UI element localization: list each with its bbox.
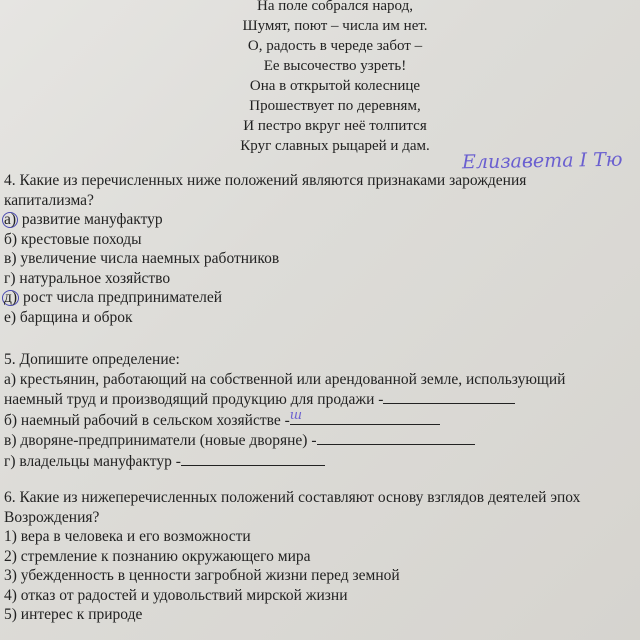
circled-letter: а) (4, 211, 17, 228)
poem-line: И пестро вкруг неё толпится (243, 118, 427, 134)
question-4-title: 4. Какие из перечисленных ниже положений являются признаками зарождения (4, 172, 527, 189)
option-3: 3) убежденность в ценности загробной жизни перед земной (4, 567, 400, 584)
definition-v: в) дворяне-предприниматели (новые дворяне) - (4, 430, 640, 451)
option-1: 1) вера в человека и его возможности (4, 528, 251, 545)
poem-line: Ее высочество узреть! (263, 58, 407, 74)
definition-a-cont: наемный труд и производящий продукцию для продажи - (4, 389, 640, 410)
poem-line: На поле собрался народ, (257, 0, 413, 14)
option-v: в) увеличение числа наемных работников (4, 250, 280, 267)
circled-letter: д) (4, 289, 18, 306)
poem-line: Она в открытой колеснице (249, 78, 421, 94)
question-6-title-cont: Возрождения? (4, 508, 100, 526)
handwritten-answer: Елизавета I Тю (461, 148, 623, 174)
poem-line: Шумят, поют – числа им нет. (242, 18, 428, 34)
question-4-title-cont: капитализма? (4, 191, 94, 209)
question-4 (4, 171, 640, 327)
option-a: а) развитие мануфактур (4, 211, 163, 228)
definition-g: г) владельцы мануфактур - (4, 451, 640, 472)
option-b: б) крестовые походы (4, 230, 142, 248)
poem (200, 0, 470, 156)
definition-a: а) крестьянин, работающий на собственной или арендованной земле, использующий (4, 370, 566, 388)
answer-blank[interactable] (181, 451, 325, 466)
answer-blank[interactable] (383, 389, 515, 404)
poem-line: Круг славных рыцарей и дам. (240, 138, 430, 154)
poem-line: Прошествует по деревням, (249, 98, 421, 114)
option-4: 4) отказ от радостей и удовольствий мирской жизни (4, 586, 348, 604)
poem-line: О, радость в череде забот – (247, 38, 423, 54)
question-6 (4, 488, 640, 625)
option-5: 5) интерес к природе (4, 606, 143, 623)
question-5-title: 5. Допишите определение: (4, 351, 180, 368)
question-5 (4, 350, 640, 471)
answer-blank[interactable] (317, 430, 475, 445)
question-6-title: 6. Какие из нижеперечисленных положений составляют основу взглядов деятелей эпох (4, 489, 581, 506)
option-e: е) барщина и оброк (4, 308, 133, 326)
answer-blank[interactable] (289, 407, 440, 425)
definition-b: б) наемный рабочий в сельском хозяйстве - ш (4, 410, 640, 431)
option-g: г) натуральное хозяйство (4, 269, 171, 287)
option-d: д) рост числа предпринимателей (4, 289, 223, 306)
option-2: 2) стремление к познанию окружающего мира (4, 547, 311, 565)
handwritten-mark: ш (289, 407, 303, 423)
